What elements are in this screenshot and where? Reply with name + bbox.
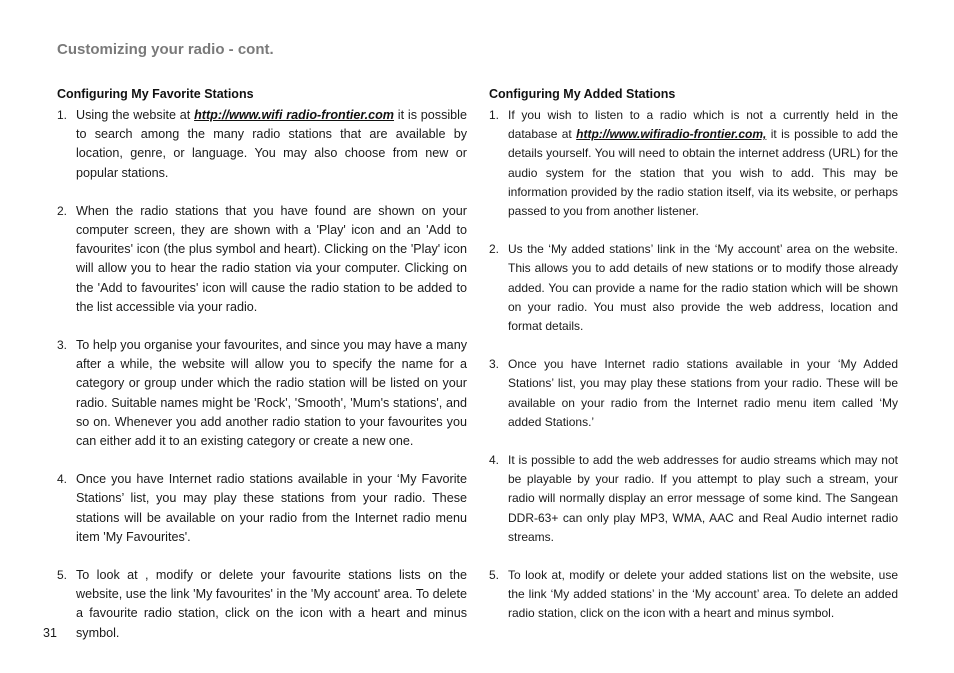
list-item xyxy=(57,566,467,643)
list-item-number: 5. xyxy=(57,568,68,583)
list-item xyxy=(489,355,898,432)
list-item-text: To look at, modify or delete your added stations list on the website, use the link ‘My added stations’ in the ‘My account’ area. To delete an added radio station, click on the icon with a heart and minus symbol. xyxy=(508,568,898,621)
page-number: 31 xyxy=(43,626,57,640)
list-item-text: it is possible to add the details yourself. You will need to obtain the internet address (URL) for the audio system for the station that you wish to add. This may be information provided by the radio station itself, via its website, or perhaps passed to you from another listener. xyxy=(508,127,898,219)
list-item-text: To help you organise your favourites, and since you may have a many after a while, the website will allow you to specify the name for a category or group under which the radio station will be listed on your radio. Suitable names might be 'Rock', 'Smooth', 'Mum's stations', and so on. Whenever you add another radio station to your favourites you can either add it to an existing category or create a new one. xyxy=(76,338,467,449)
list-item-number: 1. xyxy=(489,108,500,122)
list-item-number: 5. xyxy=(489,568,500,583)
list-item xyxy=(489,240,898,336)
list-item-number: 2. xyxy=(489,242,500,257)
added-stations-section xyxy=(489,86,898,624)
section-heading-favorite-stations: Configuring My Favorite Stations xyxy=(57,87,254,101)
list-item xyxy=(57,336,467,451)
list-item xyxy=(57,106,467,183)
favorite-stations-section xyxy=(57,86,467,643)
list-item-text: If you wish to listen to a radio which is not a currently held in the database at xyxy=(508,108,898,142)
section-heading-added-stations: Configuring My Added Stations xyxy=(489,87,676,101)
list-item-text: Using the website at xyxy=(76,108,195,122)
list-item xyxy=(57,202,467,317)
list-item xyxy=(57,470,467,547)
list-item-number: 2. xyxy=(57,203,68,218)
list-item-text: Us the ‘My added stations’ link in the ‘My account’ area on the website. This allows you to add details of new stations or to modify those already added. You can provide a name for the radio station which will be shown on your radio. You must also provide the web address, location and format details. xyxy=(508,242,898,334)
list-item-text: To look at , modify or delete your favourite stations lists on the website, use the link 'My favourites' in the 'My account' area. To delete a favourite radio station, click on the icon with a heart and minus symbol. xyxy=(76,568,467,640)
list-item xyxy=(489,106,898,221)
list-item-number: 4. xyxy=(57,472,68,487)
page-title: Customizing your radio - cont. xyxy=(57,41,274,58)
website-link[interactable]: http://www.wifiradio-frontier.com, xyxy=(576,127,767,142)
favorite-stations-list xyxy=(57,106,467,643)
list-item-number: 4. xyxy=(489,453,500,468)
list-item-number: 1. xyxy=(57,108,68,122)
list-item xyxy=(489,566,898,624)
list-item xyxy=(489,451,898,547)
list-item-number: 3. xyxy=(489,357,500,372)
list-item-text: it is possible to search among the many radio stations that are available by location, genre, or language. You may also choose from new or popular stations. xyxy=(76,108,467,180)
list-item-text: Once you have Internet radio stations available in your ‘My Added Stations’ list, you may play these stations from your radio. These will be available on your radio from the Internet radio menu item called ‘My added Stations.’ xyxy=(508,357,898,429)
list-item-text: Once you have Internet radio stations available in your ‘My Favorite Stations’ list, you may play these stations from your radio. These stations will be available on your radio from the Internet radio menu item 'My Favourites'. xyxy=(76,472,467,544)
list-item-number: 3. xyxy=(57,338,68,353)
website-link[interactable]: http://www.wifi radio-frontier.com xyxy=(194,108,395,122)
list-item-text: When the radio stations that you have found are shown on your computer screen, they are shown with a 'Play' icon and an 'Add to favourites' icon (the plus symbol and heart). Clicking on the 'Play' icon will allow you to hear the radio station via your computer. Clicking on the 'Add to favourites' icon will cause the radio station to be added to the list accessible via your radio. xyxy=(76,203,467,314)
added-stations-list xyxy=(489,106,898,624)
list-item-text: It is possible to add the web addresses for audio streams which may not be playable by your radio. If you attempt to play such a stream, your radio will normally display an error message of some kind. The Sangean DDR-63+ can only play MP3, WMA, AAC and Real Audio internet radio streams. xyxy=(508,453,898,544)
